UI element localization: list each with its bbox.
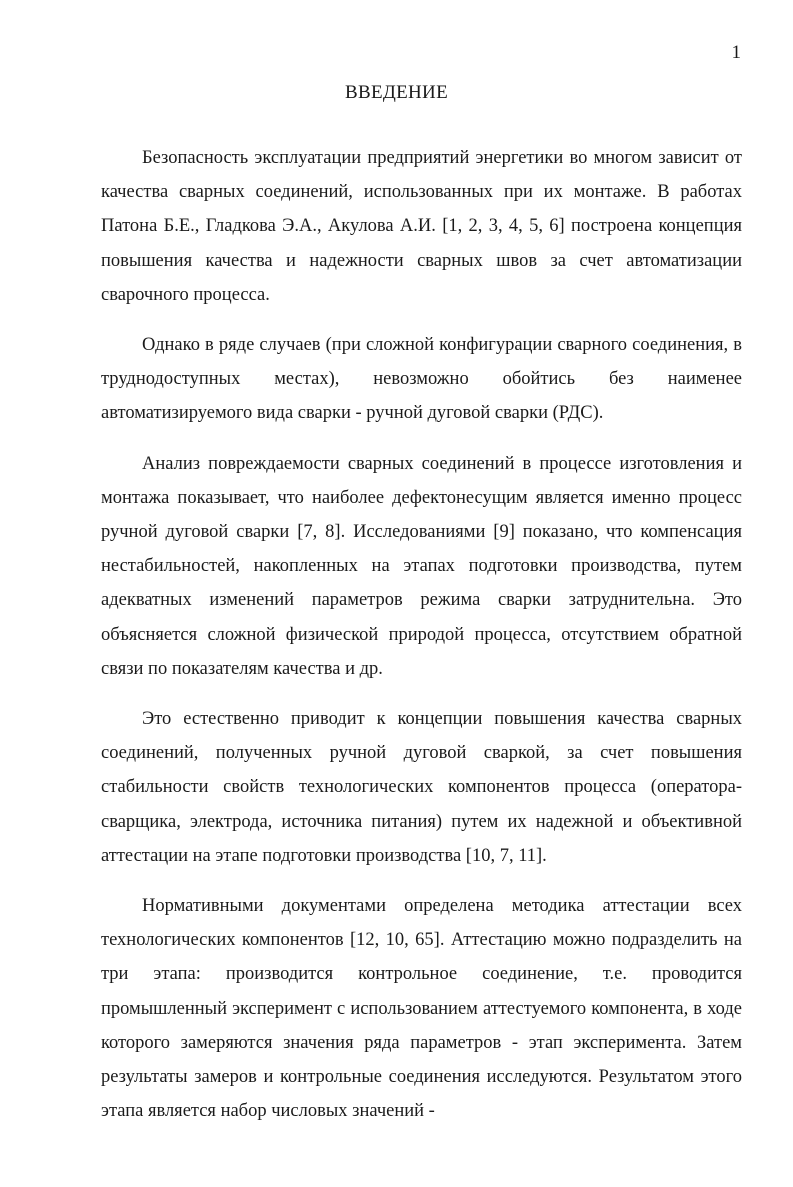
page-number: 1	[731, 42, 741, 63]
paragraph-3: Анализ повреждаемости сварных соединений в процессе изготовления и монтажа показывает, что наиболее дефектонесущим является именно процесс ручной дуговой сварки [7, 8]. Исследованиями [9] показано, что компенсация нестабильностей, накопленных на этапах подготовки производства, путем адекватных изменений параметров режима сварки затруднительна. Это объясняется сложной физической природой процесса, отсутствием обратной связи по показателям качества и др.	[101, 453, 742, 679]
section-title: ВВЕДЕНИЕ	[345, 82, 448, 103]
paragraph-2: Однако в ряде случаев (при сложной конфигурации сварного соединения, в труднодоступных местах), невозможно обойтись без наименее автоматизируемого вида сварки - ручной дуговой сварки (РДС).	[101, 335, 742, 424]
paragraph-4: Это естественно приводит к концепции повышения качества сварных соединений, полученных ручной дуговой сваркой, за счет повышения стабильности свойств технологических компонентов процесса (оператора-сварщика, электрода, источника питания) путем их надежной и объективной аттестации на этапе подготовки производства [10, 7, 11].	[101, 709, 742, 866]
paragraph-5: Нормативными документами определена методика аттестации всех технологических компонентов [12, 10, 65]. Аттестацию можно подразделить на три этапа: производится контрольное соединение, т.е. проводится промышленный эксперимент с использованием аттестуемого компонента, в ходе которого замеряются значения ряда параметров - этап эксперимента. Затем результаты замеров и контрольные соединения исследуются. Результатом этого этапа является набор числовых значений -	[101, 896, 742, 1122]
paragraph-1: Безопасность эксплуатации предприятий энергетики во многом зависит от качества сварных соединений, использованных при их монтаже. В работах Патона Б.Е., Гладкова Э.А., Акулова А.И. [1, 2, 3, 4, 5, 6] построена концепция повышения качества и надежности сварных швов за счет автоматизации сварочного процесса.	[101, 148, 742, 305]
body-text	[101, 141, 742, 1128]
